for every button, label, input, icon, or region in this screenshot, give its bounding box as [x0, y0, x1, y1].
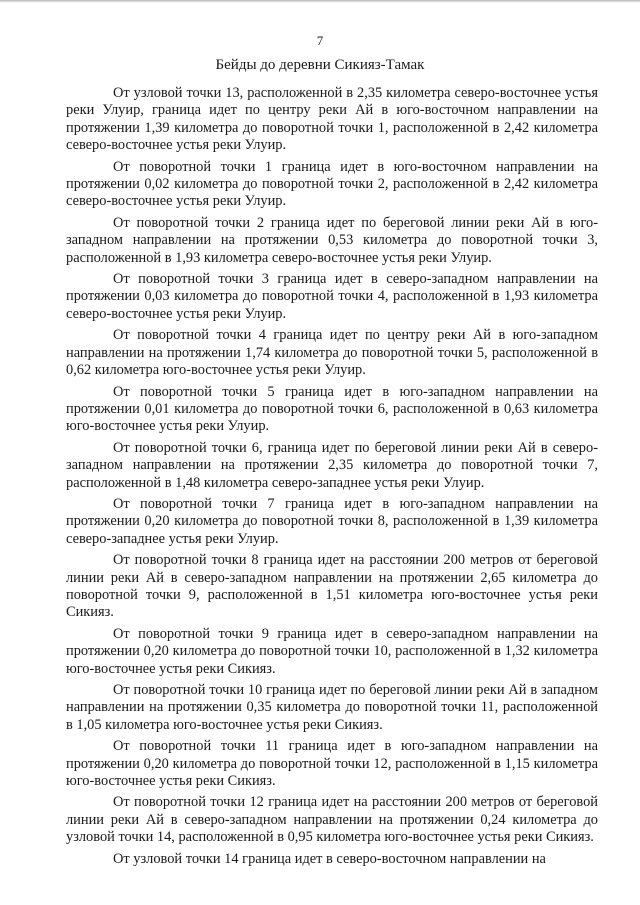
paragraph: От поворотной точки 6, граница идет по береговой линии реки Ай в северо-западном направлении на протяжении 2,35 километра до поворотной точки 7, расположенной в 1,48 километра северо-западнее устья реки Улуир. [66, 439, 598, 491]
paragraph: От узловой точки 14 граница идет в северо-восточном направлении на [113, 850, 546, 867]
paragraph: От поворотной точки 5 граница идет в юго-западном направлении на протяжении 0,01 километра до поворотной точки 6, расположенной в 0,63 километра юго-восточнее устья реки Улуир. [66, 383, 598, 435]
paragraph: От узловой точки 13, расположенной в 2,35 километра северо-восточнее устья реки Улуир, граница идет по центру реки Ай в юго-восточном направлении на протяжении 1,39 километра до поворотной точки 1, расположенной в 2,42 километра северо-восточнее устья реки Улуир. [66, 85, 598, 154]
paragraph: От поворотной точки 9 граница идет в северо-западном направлении на протяжении 0,20 километра до поворотной точки 10, расположенной в 1,32 километра юго-восточнее устья реки Сикияз. [66, 625, 598, 677]
paragraph: От поворотной точки 4 граница идет по центру реки Ай в юго-западном направлении на протяжении 1,74 километра до поворотной точки 5, расположенной в 0,62 километра юго-восточнее устья реки Улуир. [66, 327, 598, 379]
paragraph: От поворотной точки 2 граница идет по береговой линии реки Ай в юго-западном направлении на протяжении 0,53 километра до поворотной точки 3, расположенной в 1,93 километра северо-восточнее устья реки Улуир. [66, 214, 598, 266]
scan-top-edge [0, 0, 640, 3]
page-number: 7 [316, 33, 324, 48]
document-body [66, 85, 598, 872]
paragraph: От поворотной точки 12 граница идет на расстоянии 200 метров от береговой линии реки Ай в северо-западном направлении на протяжении 0,24 километра до узловой точки 14, расположенной в 0,95 километра юго-восточнее устья реки Сикияз. [66, 794, 598, 846]
paragraph: От поворотной точки 11 граница идет в юго-западном направлении на протяжении 0,20 километра до поворотной точки 12, расположенной в 1,15 километра юго-восточнее устья реки Сикияз. [66, 738, 598, 790]
paragraph: От поворотной точки 7 граница идет в юго-западном направлении на протяжении 0,20 километра до поворотной точки 8, расположенной в 1,39 километра северо-западнее устья реки Улуир. [66, 495, 598, 547]
paragraph: От поворотной точки 8 граница идет на расстоянии 200 метров от береговой линии реки Ай в северо-западном направлении на протяжении 2,65 километра до поворотной точки 9, расположенной в 1,51 километра юго-восточнее устья реки Сикияз. [66, 552, 598, 621]
paragraph: От поворотной точки 1 граница идет в юго-восточном направлении на протяжении 0,02 километра до поворотной точки 2, расположенной в 2,42 километра северо-восточнее устья реки Улуир. [66, 158, 598, 210]
paragraph: От поворотной точки 3 граница идет в северо-западном направлении на протяжении 0,03 километра до поворотной точки 4, расположенной в 1,93 километра северо-восточнее устья реки Улуир. [66, 271, 598, 322]
section-title: Бейды до деревни Сикияз-Тамак [215, 57, 425, 73]
paragraph: От поворотной точки 10 граница идет по береговой линии реки Ай в западном направлении на протяжении 0,35 километра до поворотной точки 11, расположенной в 1,05 километра юго-восточнее устья реки Сикияз. [66, 682, 598, 733]
